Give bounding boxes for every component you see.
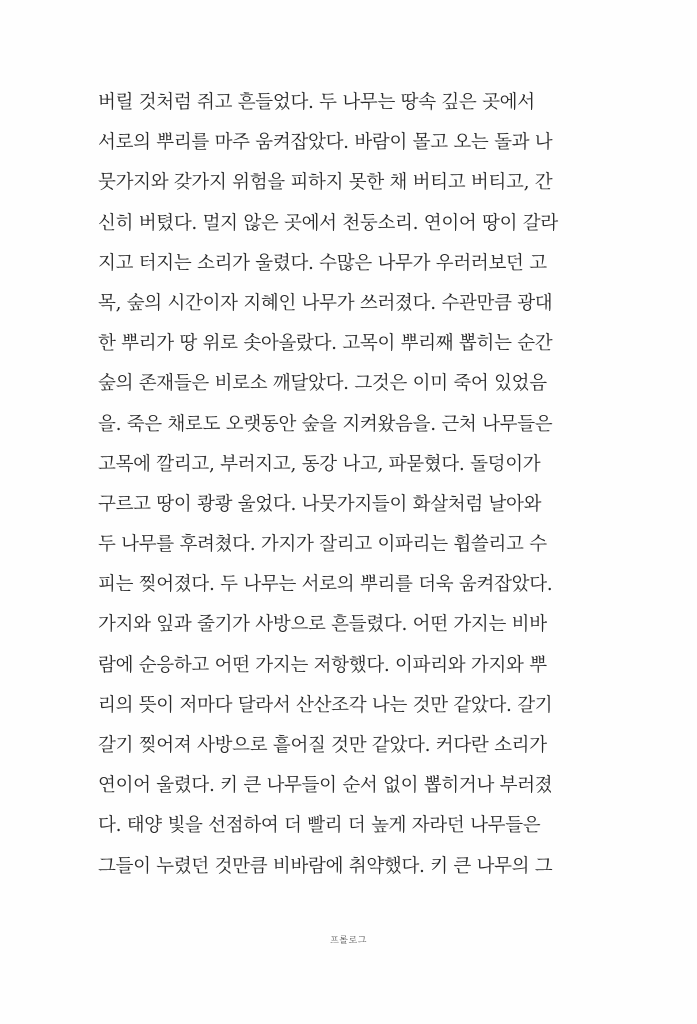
text-line: 한 뿌리가 땅 위로 솟아올랐다. 고목이 뿌리째 뽑히는 순간 — [98, 333, 553, 355]
text-line: 숲의 존재들은 비로소 깨달았다. 그것은 이미 죽어 있었음 — [98, 373, 547, 395]
text-line: 목, 숲의 시간이자 지혜인 나무가 쓰러졌다. 수관만큼 광대 — [98, 292, 553, 314]
running-footer: 프롤로그 — [330, 936, 367, 946]
text-line: 다. 태양 빛을 선점하여 더 빨리 더 높게 자라던 나무들은 — [98, 815, 541, 837]
text-line: 연이어 울렸다. 키 큰 나무들이 순서 없이 뽑히거나 부러졌 — [98, 775, 553, 797]
text-line: 을. 죽은 채로도 오랫동안 숲을 지켜왔음을. 근처 나무들은 — [98, 413, 553, 435]
text-line: 두 나무를 후려쳤다. 가지가 잘리고 이파리는 휩쓸리고 수 — [98, 534, 547, 556]
text-line: 가지와 잎과 줄기가 사방으로 흔들렸다. 어떤 가지는 비바 — [98, 614, 547, 636]
text-line: 구르고 땅이 쾅쾅 울었다. 나뭇가지들이 화살처럼 날아와 — [98, 493, 542, 515]
text-line: 람에 순응하고 어떤 가지는 저항했다. 이파리와 가지와 뿌 — [98, 654, 547, 676]
text-line: 뭇가지와 갖가지 위험을 피하지 못한 채 버티고 버티고, 간 — [98, 172, 553, 194]
text-line: 고목에 깔리고, 부러지고, 동강 나고, 파묻혔다. 돌덩이가 — [98, 453, 541, 475]
text-line: 지고 터지는 소리가 울렸다. 수많은 나무가 우러러보던 고 — [98, 252, 547, 274]
text-line: 그들이 누렸던 것만큼 비바람에 취약했다. 키 큰 나무의 그 — [98, 855, 553, 877]
text-line: 서로의 뿌리를 마주 움켜잡았다. 바람이 몰고 오는 돌과 나 — [98, 132, 553, 154]
body-text — [98, 87, 578, 891]
text-line: 신히 버텼다. 멀지 않은 곳에서 천둥소리. 연이어 땅이 갈라 — [98, 212, 558, 234]
text-line: 리의 뜻이 저마다 달라서 산산조각 나는 것만 같았다. 갈기 — [98, 694, 553, 716]
text-line: 버릴 것처럼 쥐고 흔들었다. 두 나무는 땅속 깊은 곳에서 — [98, 92, 535, 113]
text-line: 갈기 찢어져 사방으로 흩어질 것만 같았다. 커다란 소리가 — [98, 735, 547, 756]
text-line: 피는 찢어졌다. 두 나무는 서로의 뿌리를 더욱 움켜잡았다. — [98, 574, 553, 596]
